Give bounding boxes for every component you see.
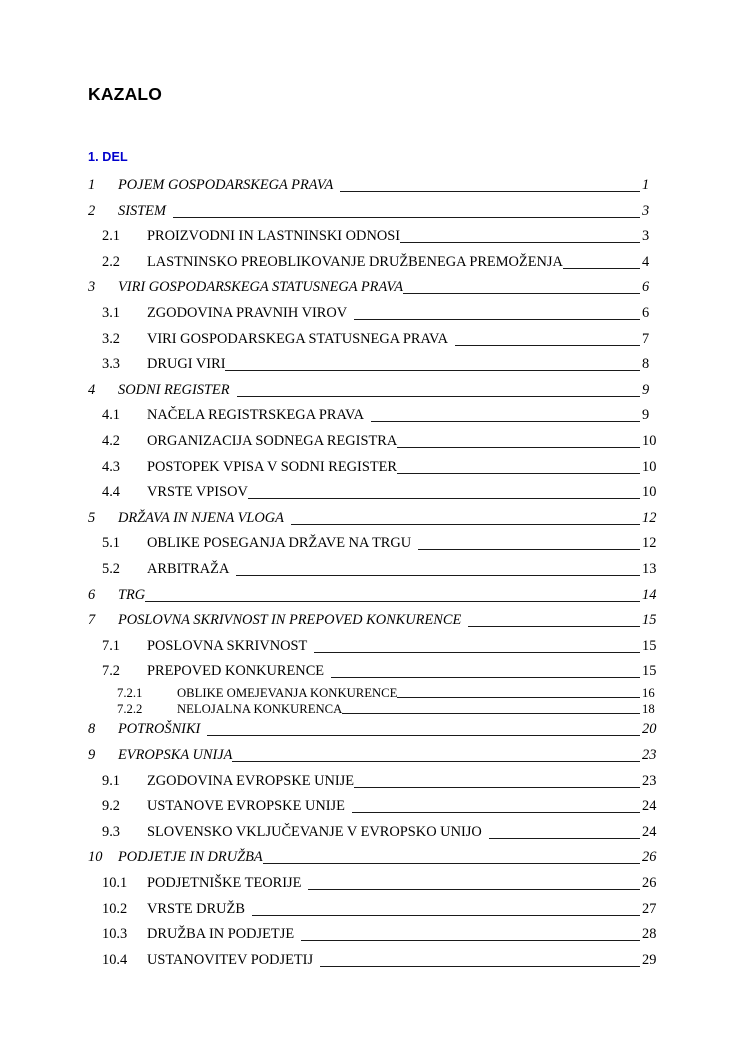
- toc-leader-line: [340, 191, 640, 192]
- toc-leader-line: [468, 626, 640, 627]
- toc-leader-line: [418, 549, 640, 550]
- toc-entry-page-number: 6: [642, 279, 650, 296]
- toc-entry[interactable]: [0, 699, 750, 719]
- toc-entry-page-number: 28: [642, 926, 657, 943]
- toc-entry[interactable]: [0, 482, 750, 502]
- toc-entry-page-number: 24: [642, 798, 657, 815]
- toc-entry-number: 7: [88, 612, 96, 629]
- toc-entry-number: 4.3: [102, 458, 120, 475]
- toc-entry[interactable]: [0, 508, 750, 528]
- toc-leader-line: [291, 524, 640, 525]
- toc-entry[interactable]: [0, 924, 750, 944]
- toc-entry-page-number: 10: [642, 484, 657, 501]
- toc-entry-title: LASTNINSKO PREOBLIKOVANJE DRUŽBENEGA PREMOŽENJA: [147, 253, 563, 270]
- page-title: KAZALO: [88, 84, 163, 104]
- toc-entry-page-number: 26: [642, 849, 657, 866]
- toc-entry-title: OBLIKE OMEJEVANJA KONKURENCE: [177, 686, 398, 701]
- toc-leader-line: [563, 268, 640, 269]
- toc-leader-line: [232, 761, 640, 762]
- toc-entry[interactable]: [0, 329, 750, 349]
- toc-leader-line: [263, 863, 640, 864]
- toc-entry-number: 10: [88, 849, 103, 866]
- toc-entry-number: 5.2: [102, 561, 120, 577]
- toc-leader-line: [352, 812, 640, 813]
- toc-entry-number: 5: [88, 509, 96, 526]
- toc-entry[interactable]: [0, 559, 750, 579]
- toc-entry-page-number: 10: [642, 433, 657, 449]
- toc-entry-number: 7.2.1: [117, 686, 143, 701]
- toc-entry-page-number: 23: [642, 747, 657, 763]
- toc-entry-number: 8: [88, 721, 96, 738]
- toc-entry-number: 10.2: [102, 900, 128, 917]
- toc-entry-number: 7.1: [102, 637, 120, 654]
- toc-leader-line: [314, 652, 640, 653]
- toc-leader-line: [173, 217, 640, 218]
- toc-leader-line: [225, 370, 640, 371]
- toc-entry[interactable]: [0, 354, 750, 374]
- toc-leader-line: [489, 838, 640, 839]
- toc-entry-title: OBLIKE POSEGANJA DRŽAVE NA TRGU: [147, 535, 412, 552]
- toc-entry[interactable]: [0, 796, 750, 816]
- toc-entry-page-number: 1: [642, 177, 650, 193]
- toc-entry-page-number: 7: [642, 330, 650, 347]
- toc-leader-line: [400, 242, 640, 243]
- toc-entry-title: ZGODOVINA EVROPSKE UNIJE: [147, 772, 355, 789]
- toc-entry-title: PODJETNIŠKE TEORIJE: [147, 875, 302, 891]
- toc-entry-title: USTANOVE EVROPSKE UNIJE: [147, 798, 345, 815]
- toc-entry[interactable]: [0, 636, 750, 656]
- toc-entry-title: POSLOVNA SKRIVNOST: [147, 637, 308, 654]
- toc-entry-title: DRŽAVA IN NJENA VLOGA: [118, 509, 284, 526]
- toc-entry-title: POSTOPEK VPISA V SODNI REGISTER: [147, 458, 398, 475]
- toc-leader-line: [354, 319, 640, 320]
- toc-entry[interactable]: [0, 899, 750, 919]
- toc-entry[interactable]: [0, 847, 750, 867]
- toc-entry-number: 7.2: [102, 663, 120, 680]
- toc-entry[interactable]: [0, 719, 750, 739]
- toc-entry-title: POJEM GOSPODARSKEGA PRAVA: [118, 177, 334, 193]
- toc-entry-title: VIRI GOSPODARSKEGA STATUSNEGA PRAVA: [118, 279, 404, 296]
- toc-entry-page-number: 27: [642, 900, 657, 917]
- toc-entry[interactable]: [0, 303, 750, 323]
- part-heading: 1. DEL: [88, 150, 128, 164]
- toc-entry-title: VRSTE VPISOV: [147, 484, 248, 501]
- toc-entry-title: DRUGI VIRI: [147, 356, 226, 373]
- toc-entry-title: ARBITRAŽA: [147, 561, 230, 577]
- toc-entry-number: 10.1: [102, 875, 128, 891]
- toc-entry-number: 10.3: [102, 926, 128, 943]
- toc-entry-title: NAČELA REGISTRSKEGA PRAVA: [147, 407, 364, 424]
- toc-leader-line: [237, 396, 640, 397]
- toc-leader-line: [354, 787, 640, 788]
- toc-entry-title: TRG: [118, 586, 146, 603]
- toc-entry-title: PREPOVED KONKURENCE: [147, 663, 325, 680]
- toc-entry-page-number: 10: [642, 458, 657, 475]
- toc-entry[interactable]: [0, 277, 750, 297]
- toc-leader-line: [308, 889, 640, 890]
- toc-entry-page-number: 20: [642, 721, 657, 738]
- toc-entry[interactable]: [0, 950, 750, 970]
- toc-entry-title: SODNI REGISTER: [118, 381, 230, 398]
- toc-leader-line: [342, 713, 640, 714]
- toc-entry[interactable]: [0, 610, 750, 630]
- toc-entry[interactable]: [0, 771, 750, 791]
- toc-entry-number: 4.4: [102, 484, 120, 501]
- toc-entry-number: 2: [88, 202, 96, 219]
- toc-entry-title: USTANOVITEV PODJETIJ: [147, 951, 314, 968]
- toc-leader-line: [403, 293, 640, 294]
- toc-entry-title: ZGODOVINA PRAVNIH VIROV: [147, 305, 348, 321]
- toc-entry-number: 6: [88, 586, 96, 603]
- toc-entry-number: 2.1: [102, 228, 120, 245]
- toc-entry-page-number: 23: [642, 772, 657, 789]
- toc-entry-page-number: 6: [642, 305, 650, 321]
- toc-entry[interactable]: [0, 226, 750, 246]
- toc-entry-number: 5.1: [102, 535, 120, 552]
- toc-entry-number: 9.1: [102, 772, 120, 789]
- toc-entry-page-number: 13: [642, 561, 657, 577]
- toc-entry[interactable]: [0, 431, 750, 451]
- toc-entry-title: PODJETJE IN DRUŽBA: [118, 849, 263, 866]
- toc-entry-number: 3.1: [102, 305, 120, 321]
- toc-entry-page-number: 16: [642, 686, 655, 701]
- toc-entry-page-number: 12: [642, 509, 657, 526]
- toc-entry-number: 9.3: [102, 823, 120, 840]
- toc-entry-page-number: 9: [642, 381, 650, 398]
- toc-entry-title: SLOVENSKO VKLJUČEVANJE V EVROPSKO UNIJO: [147, 823, 482, 840]
- toc-entry[interactable]: [0, 873, 750, 893]
- toc-entry-page-number: 18: [642, 702, 655, 717]
- toc-entry-title: VRSTE DRUŽB: [147, 900, 245, 917]
- toc-entry-page-number: 3: [642, 228, 650, 245]
- toc-leader-line: [371, 421, 640, 422]
- toc-entry-title: PROIZVODNI IN LASTNINSKI ODNOSI: [147, 228, 401, 245]
- toc-leader-line: [397, 697, 640, 698]
- toc-entry-title: ORGANIZACIJA SODNEGA REGISTRA: [147, 433, 398, 449]
- toc-entry-number: 1: [88, 177, 96, 193]
- toc-leader-line: [331, 677, 640, 678]
- toc-leader-line: [397, 447, 640, 448]
- toc-leader-line: [455, 345, 640, 346]
- toc-entry-number: 10.4: [102, 951, 128, 968]
- toc-entry-number: 7.2.2: [117, 702, 143, 717]
- toc-entry-page-number: 4: [642, 253, 650, 270]
- toc-entry-page-number: 29: [642, 951, 657, 968]
- toc-entry[interactable]: [0, 822, 750, 842]
- toc-entry-page-number: 26: [642, 875, 657, 891]
- toc-entry-page-number: 15: [642, 637, 657, 654]
- toc-entry-title: DRUŽBA IN PODJETJE: [147, 926, 295, 943]
- toc-entry-page-number: 8: [642, 356, 650, 373]
- toc-entry-title: NELOJALNA KONKURENCA: [177, 702, 343, 717]
- toc-leader-line: [301, 940, 640, 941]
- toc-entry-page-number: 9: [642, 407, 650, 424]
- toc-entry[interactable]: [0, 661, 750, 681]
- toc-entry[interactable]: [0, 405, 750, 425]
- toc-entry-number: 3.2: [102, 330, 120, 347]
- toc-entry-title: POSLOVNA SKRIVNOST IN PREPOVED KONKURENCE: [118, 612, 462, 629]
- toc-entry-number: 2.2: [102, 253, 120, 270]
- toc-entry-title: EVROPSKA UNIJA: [118, 747, 233, 763]
- toc-entry-title: VIRI GOSPODARSKEGA STATUSNEGA PRAVA: [147, 330, 448, 347]
- toc-entry-number: 9: [88, 747, 96, 763]
- toc-entry-number: 4.1: [102, 407, 120, 424]
- toc-leader-line: [252, 915, 640, 916]
- toc-entry-title: SISTEM: [118, 202, 166, 219]
- toc-leader-line: [145, 601, 640, 602]
- toc-leader-line: [207, 735, 640, 736]
- toc-entry[interactable]: [0, 380, 750, 400]
- toc-entry-number: 3.3: [102, 356, 120, 373]
- toc-entry-page-number: 15: [642, 663, 657, 680]
- toc-entry-page-number: 24: [642, 823, 657, 840]
- toc-entry[interactable]: [0, 533, 750, 553]
- toc-entry-page-number: 3: [642, 202, 650, 219]
- toc-entry[interactable]: [0, 175, 750, 195]
- toc-leader-line: [236, 575, 640, 576]
- toc-entry-number: 9.2: [102, 798, 120, 815]
- toc-entry[interactable]: [0, 457, 750, 477]
- toc-entry-page-number: 15: [642, 612, 657, 629]
- toc-leader-line: [320, 966, 640, 967]
- toc-leader-line: [397, 473, 640, 474]
- toc-entry[interactable]: [0, 745, 750, 765]
- toc-entry-title: POTROŠNIKI: [118, 721, 201, 738]
- toc-entry-number: 3: [88, 279, 96, 296]
- toc-entry-number: 4: [88, 381, 96, 398]
- toc-entry-page-number: 12: [642, 535, 657, 552]
- toc-leader-line: [248, 498, 640, 499]
- toc-entry[interactable]: [0, 252, 750, 272]
- toc-entry-number: 4.2: [102, 433, 120, 449]
- toc-entry[interactable]: [0, 201, 750, 221]
- toc-entry-page-number: 14: [642, 586, 657, 603]
- toc-entry[interactable]: [0, 585, 750, 605]
